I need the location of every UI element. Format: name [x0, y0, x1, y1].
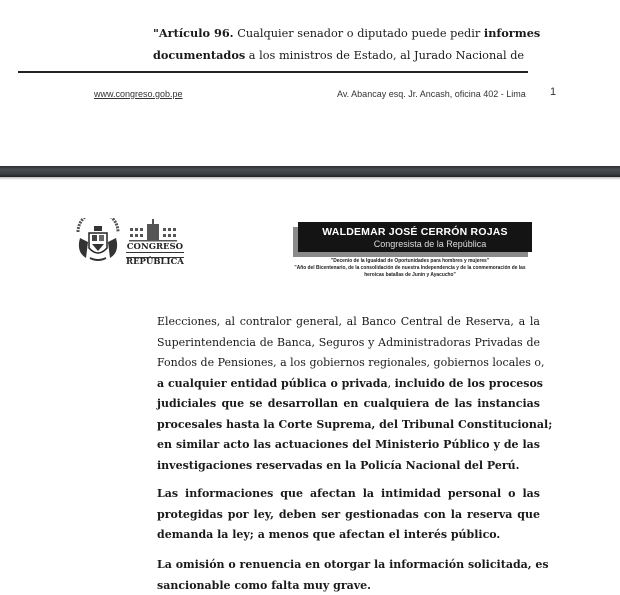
text-line: Superintendencia de Banca, Seguros y Administradoras Privadas de	[157, 335, 540, 349]
text-line: demanda la ley; a menos que afectan el interés público.	[157, 528, 501, 541]
bold-text: a cualquier entidad pública o privada	[157, 376, 388, 390]
congress-building-logo	[128, 218, 178, 242]
text-line: Elecciones, al contralor general, al Banco Central de Reserva, a la	[157, 315, 540, 328]
peru-coat-of-arms-logo	[74, 218, 122, 264]
text-line: La omisión o renuencia en otorgar la información solicitada, es	[157, 558, 549, 571]
article-title: "Artículo 96.	[153, 26, 234, 40]
text-line: sancionable como falta muy grave.	[157, 578, 371, 592]
text-line	[157, 376, 543, 391]
text: a los ministros de Estado, al Jurado Nacional de	[245, 49, 525, 62]
text-line: Las informaciones que afectan la intimidad personal o las	[157, 487, 540, 500]
article-line-2	[153, 48, 525, 63]
footer-address: Av. Abancay esq. Jr. Ancash, oficina 402 - Lima	[337, 89, 526, 99]
text: ,	[387, 376, 395, 390]
footer-divider	[18, 71, 528, 73]
bold-text: documentados	[153, 48, 246, 62]
motto-line-2: "Año del Bicentenario, de la consolidación de nuestra Independencia y de la conmemoración de las	[294, 265, 526, 271]
bold-text: informes	[483, 26, 541, 40]
motto-line-3: heroicas batallas de Junín y Ayacucho"	[364, 272, 456, 278]
text-line: judiciales que se desarrollan en cualquiera de las instancias	[157, 397, 540, 410]
congress-logo-text	[126, 243, 184, 267]
text: Cualquier senador o diputado puede pedir	[233, 27, 484, 40]
bold-text: incluido de los procesos	[394, 376, 543, 390]
text-line: protegidas por ley, deben ser gestionadas con la reserva que	[157, 507, 540, 521]
footer-website-link[interactable]: www.congreso.gob.pe	[94, 89, 183, 99]
text-line: en similar acto las actuaciones del Ministerio Público y de las	[157, 438, 540, 451]
text-line: procesales hasta la Corte Suprema, del Tribunal Constitucional;	[157, 417, 553, 431]
congress-logo-word-2: REPÚBLICA	[126, 257, 184, 267]
text-line: Fondos de Pensiones, a los gobiernos regionales, gobiernos locales o,	[157, 356, 545, 369]
page-separator	[0, 166, 620, 177]
congressperson-role: Congresista de la República	[373, 239, 487, 249]
page-separator-shadow	[0, 177, 620, 180]
page-number: 1	[550, 86, 557, 98]
text-line: investigaciones reservadas en la Policía Nacional del Perú.	[157, 458, 520, 472]
congressperson-name: WALDEMAR JOSÉ CERRÓN ROJAS	[322, 226, 508, 238]
motto-line-1: "Decenio de la Igualdad de Oportunidades para hombres y mujeres"	[330, 258, 490, 264]
article-line-1	[153, 26, 541, 41]
congress-logo-word: CONGRESO	[126, 242, 184, 252]
name-banner	[298, 222, 532, 252]
